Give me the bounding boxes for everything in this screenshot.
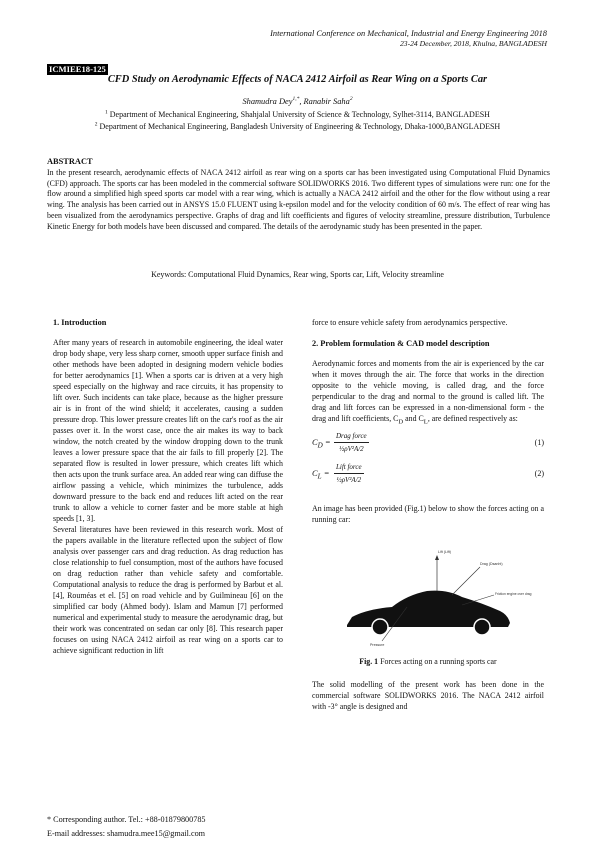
paragraph: Several literatures have been reviewed in this research work. Most of the papers available in the literature reflected upon the subject of flow analysis over passenger cars and drag reduction. As drag reduction has close relationship to fuel consumption, most of the authors have focused on drag reduction rather than vehicle safety and comfortable. Computational analysis to reduce the drag is performed by Barbut et al. [4], Rouméas et el. [5] on road vehicle and by Guilmineau [6] on the simplified car body (Ahmed body). Islam and Mamun [7] performed numerical and experimental study to measure the aerodynamic drag, but their work was concentrated on sedan car only [8]. This research paper focuses on using NACA 2412 airfoil as rear wing on a sports car to achieve significant reduction in lift bbox=[53, 525, 283, 655]
equation-numerator: Lift force bbox=[334, 462, 364, 474]
equation-denominator: ½ρV²A/2 bbox=[336, 475, 362, 484]
author-separator: , bbox=[299, 97, 304, 106]
author-superscript: 2 bbox=[349, 96, 353, 103]
abstract-heading: ABSTRACT bbox=[47, 157, 93, 166]
affiliation-superscript: 1 bbox=[105, 109, 108, 116]
rear-wheel bbox=[474, 619, 490, 635]
equation-number: (2) bbox=[534, 468, 544, 478]
affiliation-1 bbox=[40, 109, 555, 120]
equation-1 bbox=[312, 431, 544, 459]
front-wheel bbox=[372, 619, 388, 635]
equation-numerator: Drag force bbox=[334, 431, 369, 443]
left-column bbox=[53, 317, 283, 656]
subscript: D bbox=[398, 418, 404, 426]
affiliation-text: Department of Mechanical Engineering, Bangladesh University of Engineering & Technology, Dhaka-1000,BANGLADESH bbox=[99, 122, 501, 131]
subscript: L bbox=[423, 418, 428, 426]
author-name: Shamudra Dey bbox=[242, 97, 293, 106]
section-heading: 1. Introduction bbox=[53, 318, 107, 327]
equation-number: (1) bbox=[534, 437, 544, 447]
conference-header bbox=[270, 28, 547, 49]
equation-fraction bbox=[334, 462, 364, 486]
drag-label: Drag (Dsanht) bbox=[480, 561, 503, 566]
figure-caption-label: Fig. 1 bbox=[359, 656, 379, 666]
author-line bbox=[40, 97, 555, 106]
figure-caption bbox=[312, 656, 544, 667]
author-superscript: 1,* bbox=[292, 96, 300, 103]
equation-denominator: ½ρV²A/2 bbox=[338, 444, 364, 453]
engine-label: Friction engine over drag bbox=[495, 591, 532, 596]
equation-lhs: $C_L$ = bbox=[312, 467, 330, 481]
author-name: Ranabir Saha bbox=[303, 97, 350, 106]
drag-arrow bbox=[452, 567, 480, 595]
lift-label: Lift (Lift) bbox=[438, 549, 451, 554]
pressure-label: Pressure bbox=[370, 642, 385, 647]
figure-caption-text: Forces acting on a running sports car bbox=[378, 656, 497, 666]
conference-date-place: 23-24 December, 2018, Khulna, BANGLADESH bbox=[399, 39, 547, 48]
equation-2 bbox=[312, 462, 544, 490]
paragraph: After many years of research in automobile engineering, the ideal water drop body shape, very less sharp corner, smooth upper surface finish and other methods have been adopted in designing modern vehicle bodies for better aerodynamics [1]. When a sports car is driven at a very high speed especially on the highway and race circuits, it has propensity to lift over. Such incidents can take place, because as the higher pressure air is in front of the wind shield; it accelerates, causing a sudden pressure drop. This lower pressure creates lift on the car's roof as the air passes over it. In the worst case, once the air makes its way to back window, the notch created by the window dropping down to the trunk leaves a lower pressure space that the air fails to fill properly [2]. The separated flow is resulted in lower pressure, which creates lift which then acts upon the trunk surface area. An added rear wing can diffuse the airflow passing a vehicle, which minimizes the turbulence, adds downward pressure to the back end and reduces lift acted on the rear trunk to allow a vehicle to corner faster and be more stable at high speeds [1, 3]. bbox=[53, 338, 283, 523]
corresponding-author: * Corresponding author. Tel.: +88-01879800785 bbox=[47, 815, 206, 824]
paragraph: force to ensure vehicle safety from aerodynamics perspective. bbox=[312, 318, 508, 327]
email-address: E-mail addresses: shamudra.mee15@gmail.com bbox=[47, 829, 206, 838]
keywords: Keywords: Computational Fluid Dynamics, Rear wing, Sports car, Lift, Velocity streamline bbox=[151, 270, 444, 279]
conference-name: International Conference on Mechanical, Industrial and Energy Engineering 2018 bbox=[270, 29, 547, 38]
section-heading: 2. Problem formulation & CAD model description bbox=[312, 339, 490, 348]
equation-lhs: $C_D$ = bbox=[312, 436, 331, 450]
affiliation-text: Department of Mechanical Engineering, Shahjalal University of Science & Technology, Sylhet-3114, BANGLADESH bbox=[109, 110, 490, 119]
paragraph-text: Aerodynamic forces and moments from the air is experienced by the car when it moves through the air. The force that works in the direction opposite to the vehicle moving, is called drag, and the force perpendicular to the drag and normal to the ground is called lift. The drag and lift forces can be expressed in a non-dimensional form - the drag and lift coefficients, C bbox=[312, 359, 544, 423]
equation-fraction bbox=[334, 431, 369, 455]
affiliation-2 bbox=[40, 121, 555, 132]
sports-car-forces-diagram bbox=[312, 533, 544, 653]
figure-1 bbox=[312, 533, 544, 653]
paragraph: An image has been provided (Fig.1) below to show the forces acting on a running car: bbox=[312, 503, 544, 524]
abstract-text: In the present research, aerodynamic effects of NACA 2412 airfoil as rear wing on a sports car has been investigated using Computational Fluid Dynamics (CFD) approach. The sports car has been modeled in the commercial software SOLIDWORKS 2016. Two different types of simulations were run: one for the flow around a simplified high speed sports car model with a rear wing, which is actually a NACA 2412 airfoil and the other for the flow without using a rear wing. The analysis has been carried out in ANSYS 15.0 FLUENT using k-epsilon model and for the velocity condition of 60 m/s. The effect of rear wing has been visualized from the aerodynamics perspective. Graphs of drag and lift coefficients and figures of velocity streamline, pressure distribution, Turbulence Kinetic Energy for both models have been discussed and compared. The details of the aerodynamic study has been presented in the paper. bbox=[47, 168, 550, 231]
paper-title: CFD Study on Aerodynamic Effects of NACA 2412 Airfoil as Rear Wing on a Sports Car bbox=[107, 74, 488, 85]
paper-id-badge: ICMIEE18-125 bbox=[49, 64, 106, 74]
right-column bbox=[312, 317, 544, 712]
paragraph: The solid modelling of the present work has been done in the commercial software SOLIDWORKS 2016. The NACA 2412 airfoil with -3° angle is designed and bbox=[312, 679, 544, 711]
paragraph-text: and C bbox=[403, 414, 424, 423]
paragraph-text: , are defined respectively as: bbox=[427, 414, 518, 423]
paragraph bbox=[312, 358, 544, 428]
affiliation-superscript: 2 bbox=[94, 121, 98, 128]
